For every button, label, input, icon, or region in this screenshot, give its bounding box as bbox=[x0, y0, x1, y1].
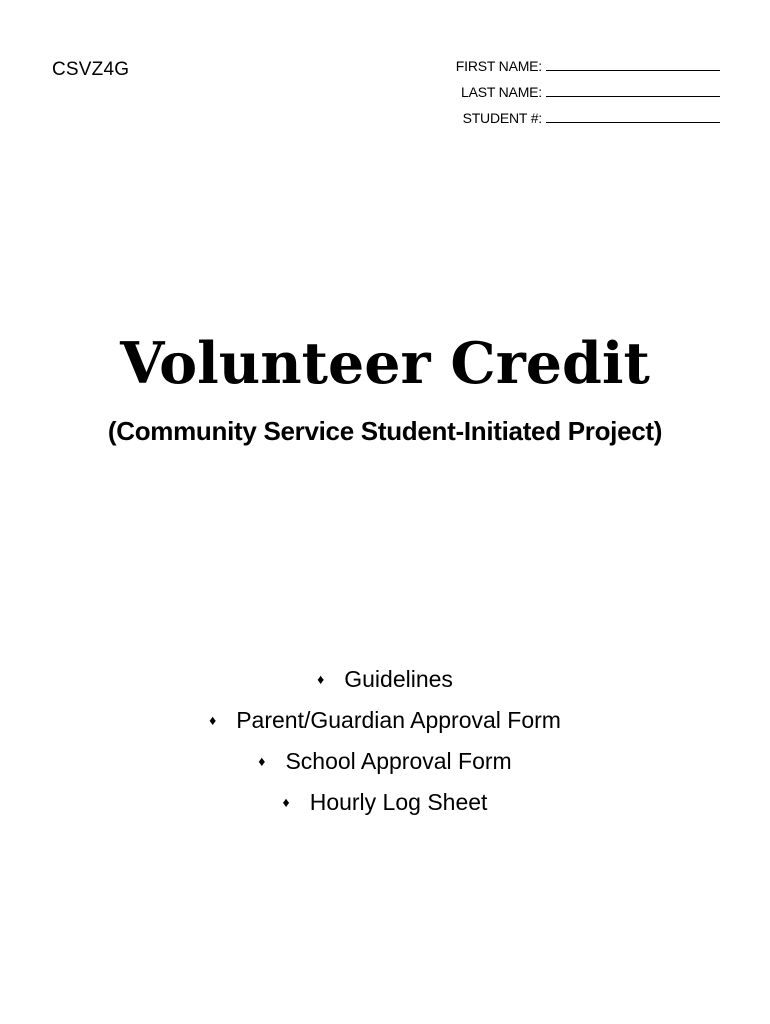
contents-list bbox=[0, 659, 770, 823]
list-item-label: Guidelines bbox=[344, 666, 453, 692]
diamond-bullet-icon: ♦ bbox=[282, 794, 290, 810]
student-number-field bbox=[456, 105, 720, 131]
last-name-field bbox=[456, 79, 720, 105]
first-name-label: FIRST NAME: bbox=[455, 58, 542, 74]
list-item bbox=[0, 782, 770, 823]
document-title: Volunteer Credit bbox=[120, 330, 650, 397]
first-name-field bbox=[456, 53, 720, 79]
student-number-blank-line bbox=[546, 108, 720, 123]
last-name-label: LAST NAME: bbox=[461, 84, 542, 100]
diamond-bullet-icon: ♦ bbox=[258, 753, 266, 769]
list-item bbox=[0, 700, 770, 741]
list-item bbox=[0, 741, 770, 782]
diamond-bullet-icon: ♦ bbox=[209, 712, 217, 728]
student-number-label: STUDENT #: bbox=[462, 110, 542, 126]
list-item-label: Parent/Guardian Approval Form bbox=[236, 707, 561, 733]
last-name-blank-line bbox=[546, 82, 720, 97]
list-item-label: School Approval Form bbox=[285, 748, 512, 774]
list-item-label: Hourly Log Sheet bbox=[309, 789, 488, 815]
student-id-fields bbox=[456, 53, 720, 131]
first-name-blank-line bbox=[546, 56, 720, 71]
course-code: CSVZ4G bbox=[52, 59, 130, 80]
document-subtitle: (Community Service Student-Initiated Project) bbox=[107, 416, 663, 446]
list-item bbox=[0, 659, 770, 700]
diamond-bullet-icon: ♦ bbox=[317, 671, 325, 687]
